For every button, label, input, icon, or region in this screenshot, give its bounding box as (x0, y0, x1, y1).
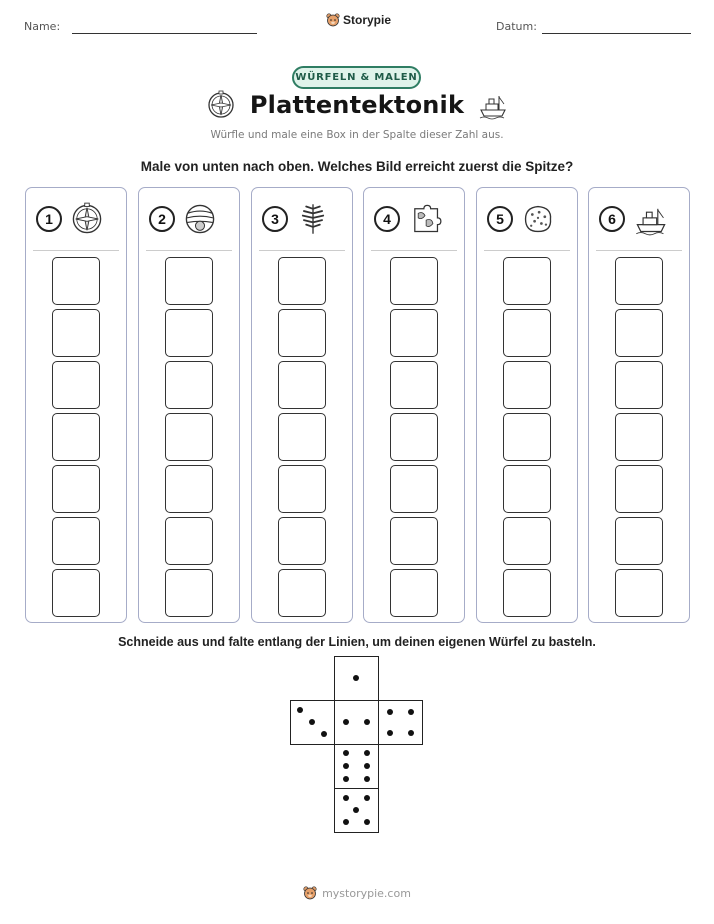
color-box[interactable] (503, 569, 551, 617)
dice-pip (364, 795, 370, 801)
footer (0, 886, 714, 900)
color-box[interactable] (52, 413, 100, 461)
color-box[interactable] (52, 309, 100, 357)
color-box[interactable] (52, 465, 100, 513)
color-box[interactable] (390, 257, 438, 305)
color-box[interactable] (278, 257, 326, 305)
brand-logo (326, 13, 391, 27)
column-header (374, 202, 442, 236)
name-line (72, 33, 257, 34)
column-number: 6 (599, 206, 625, 232)
cut-instruction: Schneide aus und falte entlang der Linien, um deinen eigenen Würfel zu basteln. (118, 635, 596, 649)
dice-face-6 (334, 744, 379, 789)
dice-face-5 (334, 788, 379, 833)
color-box[interactable] (165, 361, 213, 409)
color-box[interactable] (390, 361, 438, 409)
color-box[interactable] (278, 517, 326, 565)
color-box[interactable] (52, 569, 100, 617)
ship-icon (478, 90, 508, 120)
column-header (487, 202, 555, 236)
dice-pip (343, 763, 349, 769)
column-header (149, 202, 217, 236)
column-number: 3 (262, 206, 288, 232)
dice-column-6 (588, 187, 690, 623)
color-box[interactable] (165, 517, 213, 565)
instruction: Male von unten nach oben. Welches Bild erreicht zuerst die Spitze? (140, 159, 574, 174)
dice-pip (364, 776, 370, 782)
dice-face-3 (290, 700, 335, 745)
footer-url: mystorypie.com (322, 886, 411, 900)
title-row (0, 90, 714, 120)
dice-pip (343, 719, 349, 725)
column-divider (146, 250, 232, 251)
color-box[interactable] (615, 569, 663, 617)
dice-pip (364, 719, 370, 725)
storypie-bear-icon (326, 13, 340, 27)
name-label: Name: (24, 20, 61, 33)
color-box[interactable] (52, 257, 100, 305)
color-box[interactable] (52, 517, 100, 565)
dice-pip (387, 709, 393, 715)
column-number: 5 (487, 206, 513, 232)
brand-name: Storypie (343, 13, 392, 27)
column-number: 4 (374, 206, 400, 232)
dice-face-2 (334, 700, 379, 745)
dice-face-1 (334, 656, 379, 701)
column-number: 2 (149, 206, 175, 232)
puzzle-globe-icon (408, 202, 442, 236)
dice-pip (309, 719, 315, 725)
color-box[interactable] (165, 413, 213, 461)
color-box[interactable] (615, 257, 663, 305)
dice-pip (343, 819, 349, 825)
color-box[interactable] (615, 517, 663, 565)
dice-column-2 (138, 187, 240, 623)
column-header (262, 202, 330, 236)
color-box[interactable] (278, 465, 326, 513)
ship-icon (633, 202, 669, 236)
dice-pip (343, 776, 349, 782)
dice-column-4 (363, 187, 465, 623)
compass-icon (206, 90, 236, 120)
color-box[interactable] (165, 465, 213, 513)
dice-pip (297, 707, 303, 713)
color-box[interactable] (390, 465, 438, 513)
rock-icon (521, 202, 555, 236)
page-title: Plattentektonik (249, 91, 465, 119)
dice-column-1 (25, 187, 127, 623)
dice-pip (387, 730, 393, 736)
color-box[interactable] (615, 413, 663, 461)
date-label: Datum: (496, 20, 537, 33)
storypie-bear-icon (303, 886, 317, 900)
column-divider (259, 250, 345, 251)
column-divider (371, 250, 457, 251)
dice-pip (408, 730, 414, 736)
column-header (36, 202, 104, 236)
dice-pip (364, 763, 370, 769)
dice-pip (353, 675, 359, 681)
dice-pip (353, 807, 359, 813)
color-box[interactable] (390, 309, 438, 357)
column-number: 1 (36, 206, 62, 232)
dice-pip (364, 819, 370, 825)
color-box[interactable] (503, 361, 551, 409)
fern-leaf-icon (296, 202, 330, 236)
dice-face-4 (378, 700, 423, 745)
color-box[interactable] (52, 361, 100, 409)
dice-pip (364, 750, 370, 756)
dice-column-5 (476, 187, 578, 623)
dice-pip (343, 795, 349, 801)
color-box[interactable] (278, 569, 326, 617)
color-box[interactable] (503, 257, 551, 305)
dice-column-3 (251, 187, 353, 623)
color-box[interactable] (278, 413, 326, 461)
column-header (599, 202, 669, 236)
color-box[interactable] (615, 465, 663, 513)
color-box[interactable] (278, 361, 326, 409)
color-box[interactable] (503, 465, 551, 513)
color-box[interactable] (390, 413, 438, 461)
color-box[interactable] (615, 309, 663, 357)
color-box[interactable] (278, 309, 326, 357)
color-box[interactable] (390, 517, 438, 565)
column-divider (484, 250, 570, 251)
dice-pip (321, 731, 327, 737)
color-box[interactable] (503, 517, 551, 565)
color-box[interactable] (615, 361, 663, 409)
dice-pip (343, 750, 349, 756)
dice-pip (408, 709, 414, 715)
column-divider (596, 250, 682, 251)
color-box[interactable] (503, 309, 551, 357)
column-divider (33, 250, 119, 251)
subtitle: Würfle und male eine Box in der Spalte dieser Zahl aus. (210, 129, 504, 141)
color-box[interactable] (165, 257, 213, 305)
color-box[interactable] (165, 569, 213, 617)
compass-icon (70, 202, 104, 236)
activity-badge: WÜRFELN & MALEN (292, 66, 421, 89)
planet-icon (183, 202, 217, 236)
color-box[interactable] (390, 569, 438, 617)
color-box[interactable] (503, 413, 551, 461)
color-box[interactable] (165, 309, 213, 357)
date-line (542, 33, 691, 34)
